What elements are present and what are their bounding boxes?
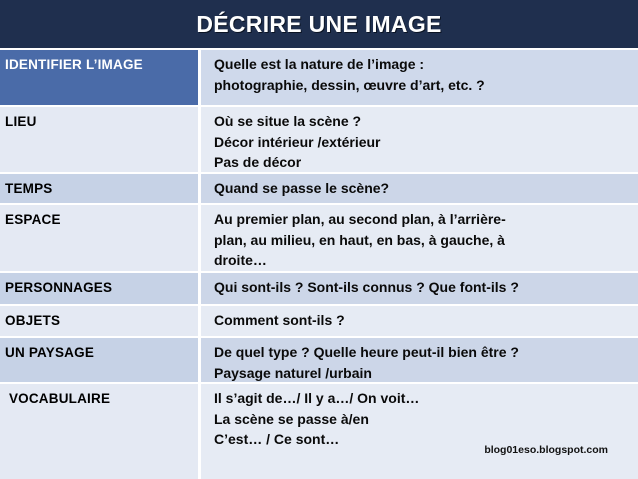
row-content (201, 205, 638, 271)
table-row-identifier (0, 50, 638, 105)
row-content-line: photographie, dessin, œuvre d’art, etc. ? (214, 76, 485, 93)
row-label: OBJETS (0, 306, 201, 336)
row-content (201, 174, 638, 203)
row-content-line: Au premier plan, au second plan, à l’arrière- (214, 211, 506, 227)
row-content (201, 306, 638, 336)
row-content-line: De quel type ? Quelle heure peut-il bien être ? (214, 344, 519, 360)
row-label: VOCABULAIRE (0, 384, 201, 479)
row-label: PERSONNAGES (0, 273, 201, 304)
table-row-lieu (0, 107, 638, 172)
table-row-personnages (0, 273, 638, 304)
row-content (201, 338, 638, 382)
row-content-line: plan, au milieu, en haut, en bas, à gauche, à (214, 231, 505, 248)
row-content-line: Il s’agit de…/ Il y a…/ On voit… (214, 390, 420, 406)
row-content-line: La scène se passe à/en (214, 410, 369, 427)
page-title-text: DÉCRIRE UNE IMAGE (196, 10, 442, 37)
table-row-temps (0, 174, 638, 203)
row-label: LIEU (0, 107, 201, 172)
row-content-line: Comment sont-ils ? (214, 312, 345, 328)
table-row-vocabulaire (0, 384, 638, 479)
row-content-line: Pas de décor (214, 154, 302, 170)
page-title (0, 0, 638, 48)
row-label: ESPACE (0, 205, 201, 271)
table-row-objets (0, 306, 638, 336)
row-content-line: C’est… / Ce sont… (214, 431, 340, 447)
row-content-line: Décor intérieur /extérieur (214, 133, 381, 150)
row-content-line: Où se situe la scène ? (214, 113, 362, 129)
row-content-line: Quelle est la nature de l’image : (214, 56, 425, 72)
table-row-paysage (0, 338, 638, 382)
row-content-line: Paysage naturel /urbain (214, 364, 372, 381)
row-label: IDENTIFIER L’IMAGE (0, 50, 201, 105)
row-content-line: droite… (214, 252, 267, 268)
row-content (201, 384, 638, 479)
table-row-espace (0, 205, 638, 271)
row-content (201, 107, 638, 172)
blog-watermark: blog01eso.blogspot.com (484, 444, 608, 456)
row-label: TEMPS (0, 174, 201, 203)
row-label: UN PAYSAGE (0, 338, 201, 382)
row-content (201, 273, 638, 304)
row-content-line: Quand se passe le scène? (214, 180, 390, 196)
row-content (201, 50, 638, 105)
row-content-line: Qui sont-ils ? Sont-ils connus ? Que font-ils ? (214, 279, 519, 295)
